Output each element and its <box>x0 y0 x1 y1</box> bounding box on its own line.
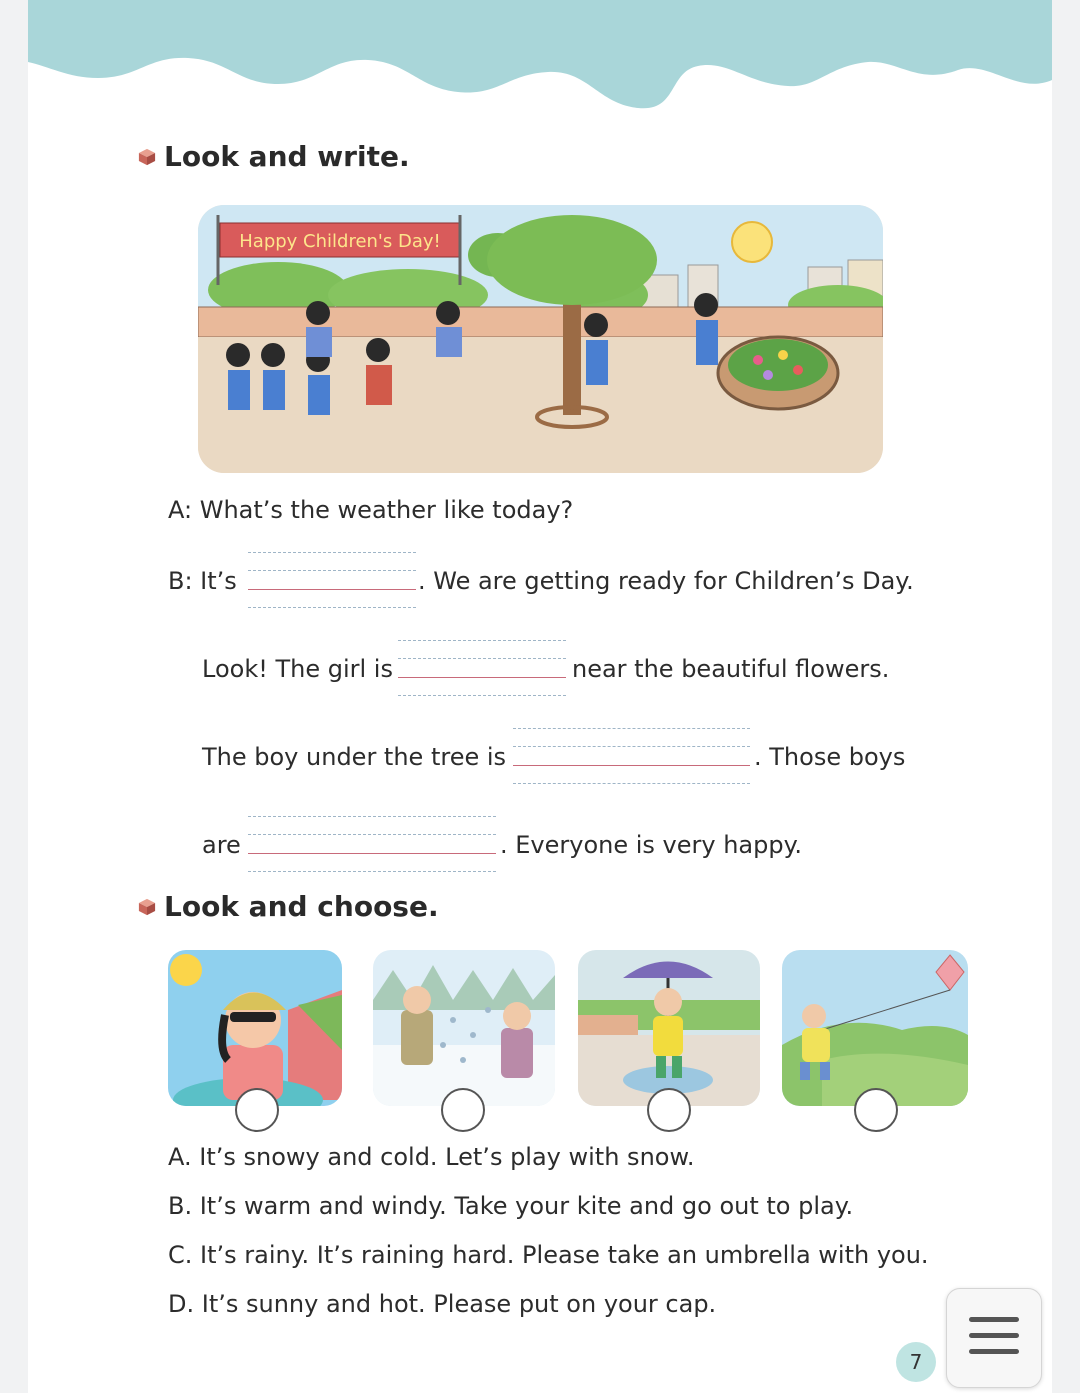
answer-circle-4[interactable] <box>854 1088 898 1132</box>
sun-icon <box>170 954 202 986</box>
option-d: D. It’s sunny and hot. Please put on your cap. <box>168 1290 717 1318</box>
menu-icon <box>969 1317 1019 1322</box>
cube-bullet-icon <box>138 898 156 916</box>
option-a: A. It’s snowy and cold. Let’s play with snow. <box>168 1143 695 1171</box>
banner-text: Happy Children's Day! <box>239 231 441 252</box>
answer-blank-boys[interactable] <box>248 816 496 872</box>
boys-line-prefix: are <box>202 831 241 859</box>
question-a: A: What’s the weather like today? <box>168 496 574 524</box>
answer-b-prefix: B: It’s <box>168 567 237 595</box>
heading-text: Look and write. <box>164 140 410 173</box>
girl-line-prefix: Look! The girl is <box>202 655 393 683</box>
top-wave-decoration <box>28 0 1052 115</box>
option-b: B. It’s warm and windy. Take your kite and go out to play. <box>168 1192 854 1220</box>
menu-button[interactable] <box>946 1288 1042 1388</box>
answer-blank-girl[interactable] <box>398 640 566 696</box>
section-heading-look-and-choose <box>138 890 439 923</box>
answer-blank-boy[interactable] <box>513 728 750 784</box>
answer-circle-3[interactable] <box>647 1088 691 1132</box>
picture-rainy-umbrella <box>578 950 760 1106</box>
cube-bullet-icon <box>138 148 156 166</box>
picture-snowball-fight <box>373 950 555 1106</box>
option-c: C. It’s rainy. It’s raining hard. Please take an umbrella with you. <box>168 1241 929 1269</box>
picture-kite-flying <box>782 950 968 1106</box>
answer-circle-1[interactable] <box>235 1088 279 1132</box>
childrens-day-scene-illustration <box>198 205 883 473</box>
answer-blank-weather[interactable] <box>248 552 416 608</box>
workbook-page <box>28 0 1052 1393</box>
page-number: 7 <box>896 1342 936 1382</box>
section-heading-look-and-write <box>138 140 410 173</box>
sun-icon <box>732 222 772 262</box>
answer-circle-2[interactable] <box>441 1088 485 1132</box>
boy-line-suffix: . Those boys <box>754 743 906 771</box>
heading-text: Look and choose. <box>164 890 439 923</box>
boy-line-prefix: The boy under the tree is <box>202 743 507 771</box>
boys-line-suffix: . Everyone is very happy. <box>500 831 803 859</box>
girl-line-suffix: near the beautiful flowers. <box>572 655 890 683</box>
answer-b-suffix: . We are getting ready for Children’s Day. <box>418 567 914 595</box>
picture-sunny-beach <box>168 950 342 1106</box>
